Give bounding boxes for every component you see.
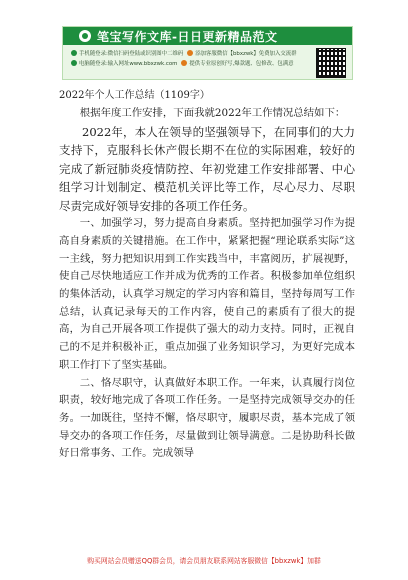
paragraph-section-2: 二、恪尽职守，认真做好本职工作。一年来，认真履行岗位职责，较好地完成了各项工作任务。一是坚持完成领导交办的任务。一加既往，坚持不懈，恪尽职守，履职尽责，基本完成了领导交办的各项工作任务，尽量做到让领导满意。二是协助科长做好日常事务、工作。完成领导	[59, 376, 355, 460]
paragraph-intro: 根据年度工作安排，下面我就2022年工作情况总结如下：	[79, 107, 346, 119]
footer-notice: 购买网站会员赠送QQ群会员，请会员朋友联系网站客服微信【bbxzwk】加群	[87, 557, 321, 565]
banner-title: 笔宝写作文库-日日更新精品范文	[97, 30, 278, 44]
service-icon	[181, 60, 187, 66]
document-title: 2022年个人工作总结（1109字）	[59, 90, 210, 101]
banner-title-bar	[63, 27, 352, 45]
banner-info	[71, 48, 301, 68]
header-banner	[62, 26, 353, 80]
computer-icon	[71, 60, 77, 66]
document-body	[59, 105, 355, 463]
logo-icon	[79, 30, 91, 42]
wechat-icon	[187, 50, 193, 56]
banner-wechat-service: 添加客服微信【bbxzwk】免费加入交流群	[195, 51, 297, 57]
banner-pc-login: 电脑随登录:输入网址www.bbxzwk.com	[79, 61, 178, 67]
banner-line-2	[71, 58, 301, 68]
banner-service-desc: 提供专业原创好写,爆款题、包修改、包满意	[189, 61, 294, 67]
paragraph-section-1: 一、加强学习，努力提高自身素质。坚持把加强学习作为提高自身素质的关键措施。在工作中，紧紧把握“理论联系实际”这一主线，努力把知识用到工作实践当中，丰富阅历，扩展视野，使自己尽快地适应工作并成为优秀的工作者。积极参加单位组织的集体活动，认真学习规定的学习内容和篇目，坚持每周写工作总结，认真记录每天的工作内容，使自己的素质有了很大的提高，为自己开展各项工作提供了强大的动力支持。同时，正视自己的不足并积极补正，重点加强了业务知识学习，为更好完成本职工作打下了坚实基础。	[59, 217, 355, 371]
phone-icon	[71, 50, 77, 56]
banner-line-1	[71, 48, 301, 58]
banner-mobile-login: 手机随登录:微信扫码登陆或识别图中二维码	[79, 51, 184, 57]
paragraph-summary: 2022年，本人在领导的坚强领导下，在同事们的大力支持下，克服科长休产假长期不在位的实际困难，较好的完成了新冠肺炎疫情防控、年初党建工作安排部署、中心组学习计划制定、模范机关评比等工作，尽心尽力、尽职尽责完成好领导安排的各项工作任务。	[59, 124, 355, 213]
qr-code-image[interactable]	[316, 48, 346, 78]
